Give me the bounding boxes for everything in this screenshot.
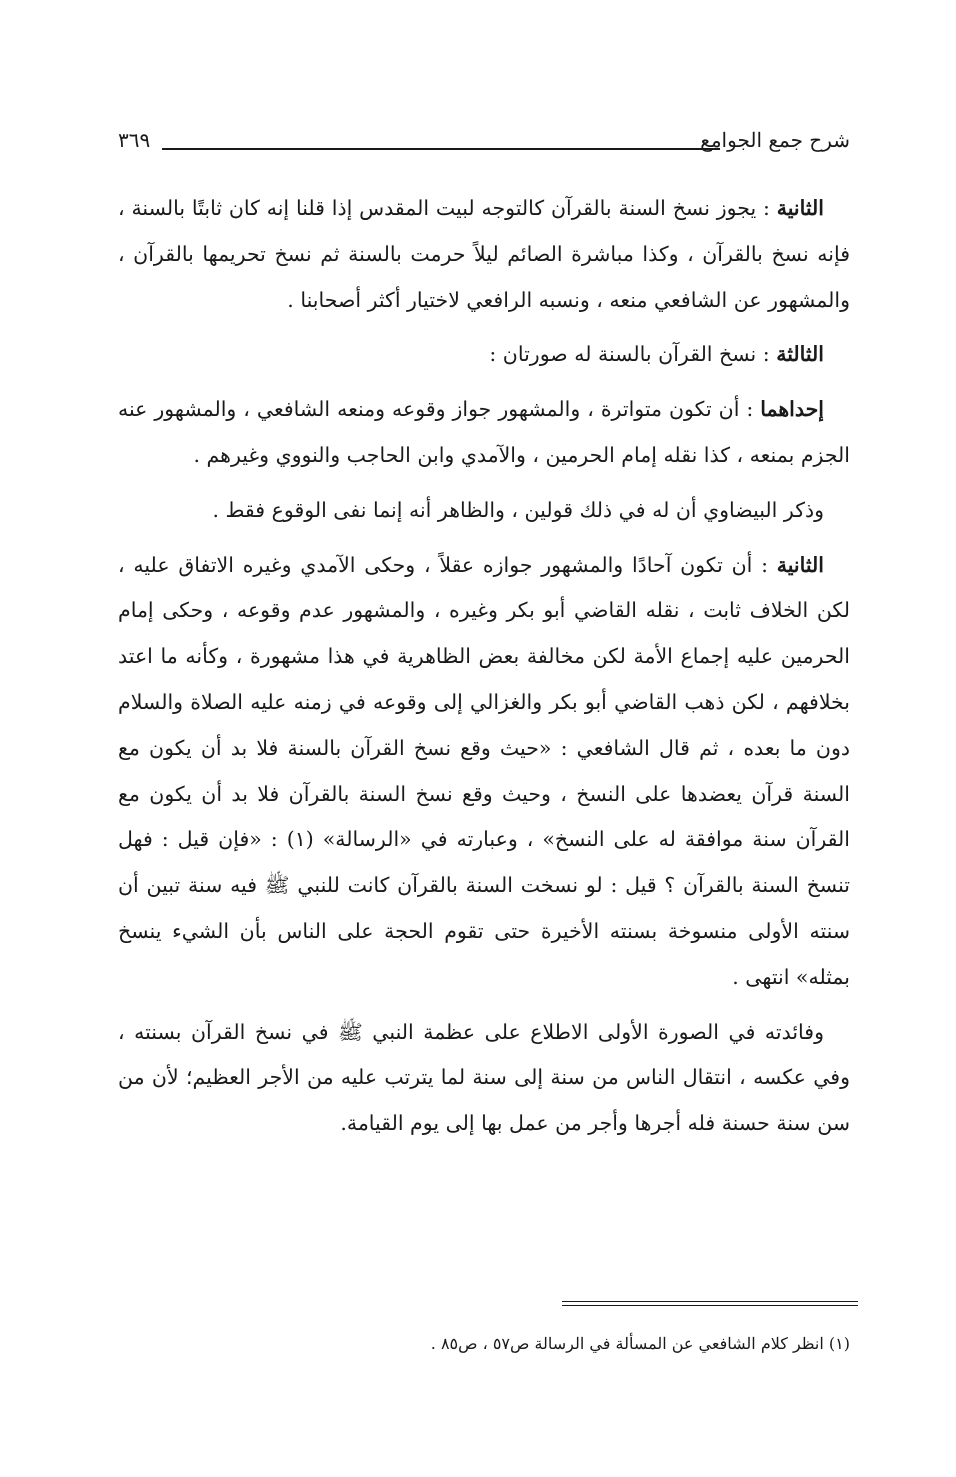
- paragraph: [118, 543, 850, 1001]
- paragraph: [118, 186, 850, 323]
- paragraph-text: وفائدته في الصورة الأولى الاطلاع على عظمة النبي ﷺ في نسخ القرآن بسنته ، وفي عكسه ، انتقال الناس من سنة إلى سنة لما يترتب عليه من الأجر العظيم؛ لأن من سن سنة حسنة فله أجرها وأجر من عمل بها إلى يوم القيامة.: [118, 1019, 850, 1136]
- header-rule: [162, 148, 720, 150]
- paragraph: [118, 488, 850, 534]
- paragraph-lead: الثالثة: [776, 342, 824, 367]
- paragraph-text: : أن تكون متواترة ، والمشهور جواز وقوعه ومنعه الشافعي ، والمشهور عنه الجزم بمنعه ، كذا نقله إمام الحرمين ، والآمدي وابن الحاجب والنووي وغيرهم .: [118, 397, 850, 467]
- footnote-rule-line: [562, 1305, 858, 1306]
- footnote-separator: [562, 1301, 858, 1309]
- paragraph-lead: الثانية: [776, 196, 824, 220]
- footnote-rule-line: [562, 1301, 858, 1302]
- running-title: شرح جمع الجوامع: [692, 128, 850, 152]
- paragraph-lead: الثانية: [776, 552, 824, 577]
- paragraph: [118, 1010, 850, 1147]
- paragraph-lead: إحداهما: [760, 397, 824, 422]
- running-head: [118, 118, 850, 168]
- paragraph-text: : أن تكون آحادًا والمشهور جوازه عقلاً ، وحكى الآمدي وغيره الاتفاق عليه ، لكن الخلاف ثابت ، نقله القاضي أبو بكر وغيره ، والمشهور عدم وقوعه ، وحكى إمام الحرمين عليه إجماع الأمة لكن مخالفة بعض الظاهرية في هذا مشهورة ، وكأنه ما اعتد بخلافهم ، لكن ذهب القاضي أبو بكر والغزالي إلى وقوعه في زمنه عليه الصلاة والسلام دون ما بعده ، ثم قال الشافعي : «حيث وقع نسخ القرآن بالسنة فلا بد أن يكون مع السنة قرآن يعضدها على النسخ ، وحيث وقع نسخ السنة بالقرآن فلا بد أن يكون مع القرآن سنة موافقة له على النسخ» ، وعبارته في «الرسالة» (١) : «فإن قيل : فهل تنسخ السنة بالقرآن ؟ قيل : لو نسخت السنة بالقرآن كانت للنبي ﷺ فيه سنة تبين أن سنته الأولى منسوخة بسنته الأخيرة حتى تقوم الحجة على الناس بأن الشيء ينسخ بمثله» انتهى .: [118, 552, 850, 989]
- paragraph: [118, 332, 850, 378]
- page-number: ٣٦٩: [118, 128, 151, 152]
- paragraph: [118, 387, 850, 479]
- paragraph-text: : نسخ القرآن بالسنة له صورتان :: [489, 342, 777, 367]
- paragraph-text: وذكر البيضاوي أن له في ذلك قولين ، والظاهر أنه إنما نفى الوقوع فقط .: [212, 497, 824, 522]
- footnote: (١) انظر كلام الشافعي عن المسألة في الرسالة ص٥٧ ، ص٨٥ .: [430, 1334, 850, 1353]
- paragraph-text: : يجوز نسخ السنة بالقرآن كالتوجه لبيت المقدس إذا قلنا إنه كان ثابتًا بالسنة ، فإنه نسخ بالقرآن ، وكذا مباشرة الصائم ليلاً حرمت بالسنة ثم نسخ تحريمها بالقرآن ، والمشهور عن الشافعي منعه ، ونسبه الرافعي لاختيار أكثر أصحابنا .: [118, 196, 850, 312]
- body-text: [118, 186, 850, 1156]
